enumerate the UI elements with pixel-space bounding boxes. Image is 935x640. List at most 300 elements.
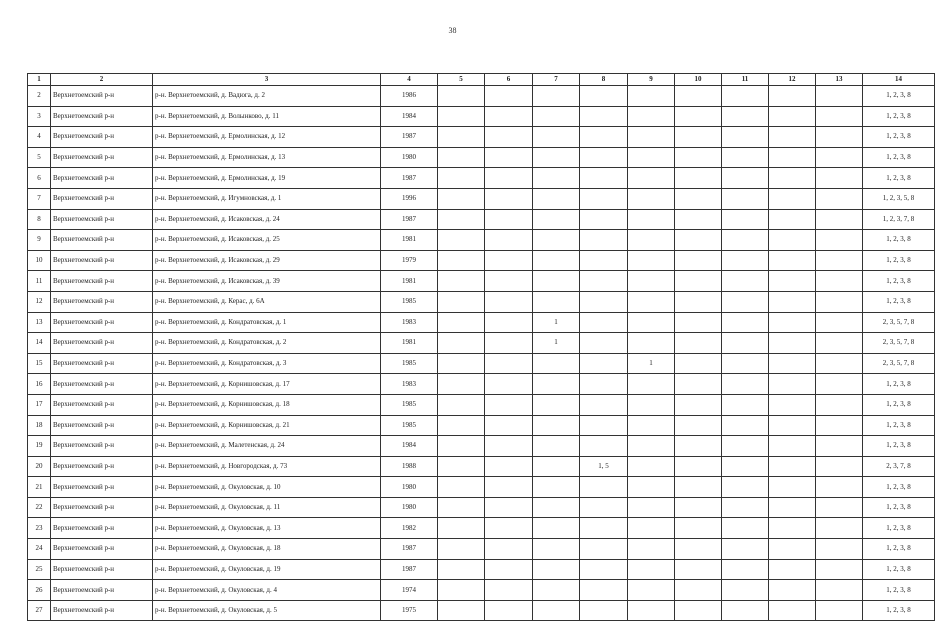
address-cell: р-н. Верхнетоемский, д. Окуловская, д. 10: [153, 477, 381, 498]
year-cell: 1983: [381, 312, 438, 333]
address-cell: р-н. Верхнетоемский, д. Окуловская, д. 19: [153, 559, 381, 580]
row-number-cell: 26: [28, 580, 51, 601]
col-14-cell: 1, 2, 3, 7, 8: [863, 209, 935, 230]
row-number-cell: 24: [28, 539, 51, 560]
col-12-cell: [769, 374, 816, 395]
col-6-cell: [485, 415, 533, 436]
col-11-cell: [722, 539, 769, 560]
header-row: [28, 74, 935, 86]
year-cell: 1987: [381, 209, 438, 230]
col-13-cell: [816, 168, 863, 189]
col-7-cell: [533, 291, 580, 312]
col-12-cell: [769, 250, 816, 271]
col-13-cell: [816, 250, 863, 271]
year-cell: 1996: [381, 188, 438, 209]
col-8-cell: [580, 271, 628, 292]
col-13-cell: [816, 394, 863, 415]
col-10-cell: [675, 353, 722, 374]
col-9-cell: [628, 168, 675, 189]
row-number-cell: 15: [28, 353, 51, 374]
col-8-cell: [580, 497, 628, 518]
col-6-cell: [485, 168, 533, 189]
col-10-cell: [675, 415, 722, 436]
col-7-cell: [533, 518, 580, 539]
col-8-cell: [580, 86, 628, 107]
table-row: [28, 188, 935, 209]
row-number-cell: 18: [28, 415, 51, 436]
col-11-cell: [722, 168, 769, 189]
column-header-7: 7: [533, 74, 580, 86]
year-cell: 1986: [381, 86, 438, 107]
col-9-cell: 1: [628, 353, 675, 374]
col-7-cell: [533, 147, 580, 168]
col-14-cell: 2, 3, 5, 7, 8: [863, 333, 935, 354]
col-8-cell: [580, 374, 628, 395]
address-cell: р-н. Верхнетоемский, д. Ермолинская, д. 12: [153, 127, 381, 148]
row-number-cell: 19: [28, 436, 51, 457]
district-cell: Верхнетоемский р-н: [51, 86, 153, 107]
col-6-cell: [485, 209, 533, 230]
col-5-cell: [438, 477, 485, 498]
col-7-cell: [533, 539, 580, 560]
row-number-cell: 11: [28, 271, 51, 292]
column-header-3: 3: [153, 74, 381, 86]
col-9-cell: [628, 559, 675, 580]
col-13-cell: [816, 600, 863, 621]
col-5-cell: [438, 415, 485, 436]
col-13-cell: [816, 106, 863, 127]
year-cell: 1988: [381, 456, 438, 477]
col-11-cell: [722, 436, 769, 457]
address-cell: р-н. Верхнетоемский, д. Корнишовская, д. 17: [153, 374, 381, 395]
col-8-cell: [580, 127, 628, 148]
col-11-cell: [722, 497, 769, 518]
col-13-cell: [816, 374, 863, 395]
table-row: [28, 497, 935, 518]
year-cell: 1985: [381, 394, 438, 415]
col-11-cell: [722, 477, 769, 498]
address-cell: р-н. Верхнетоемский, д. Малетенская, д. 24: [153, 436, 381, 457]
col-7-cell: [533, 127, 580, 148]
row-number-cell: 27: [28, 600, 51, 621]
district-cell: Верхнетоемский р-н: [51, 106, 153, 127]
column-header-11: 11: [722, 74, 769, 86]
col-14-cell: 2, 3, 7, 8: [863, 456, 935, 477]
col-9-cell: [628, 415, 675, 436]
col-8-cell: [580, 353, 628, 374]
col-8-cell: [580, 209, 628, 230]
col-14-cell: 2, 3, 5, 7, 8: [863, 353, 935, 374]
col-12-cell: [769, 147, 816, 168]
col-13-cell: [816, 291, 863, 312]
col-6-cell: [485, 497, 533, 518]
row-number-cell: 21: [28, 477, 51, 498]
row-number-cell: 12: [28, 291, 51, 312]
district-cell: Верхнетоемский р-н: [51, 230, 153, 251]
col-11-cell: [722, 147, 769, 168]
col-6-cell: [485, 127, 533, 148]
col-9-cell: [628, 456, 675, 477]
col-6-cell: [485, 106, 533, 127]
col-14-cell: 1, 2, 3, 5, 8: [863, 188, 935, 209]
district-cell: Верхнетоемский р-н: [51, 291, 153, 312]
year-cell: 1974: [381, 580, 438, 601]
col-7-cell: [533, 497, 580, 518]
col-9-cell: [628, 600, 675, 621]
col-6-cell: [485, 477, 533, 498]
col-7-cell: [533, 86, 580, 107]
col-7-cell: 1: [533, 333, 580, 354]
address-cell: р-н. Верхнетоемский, д. Новгородская, д. 73: [153, 456, 381, 477]
col-10-cell: [675, 333, 722, 354]
col-8-cell: [580, 250, 628, 271]
col-13-cell: [816, 456, 863, 477]
col-10-cell: [675, 394, 722, 415]
table-row: [28, 168, 935, 189]
col-11-cell: [722, 127, 769, 148]
address-cell: р-н. Верхнетоемский, д. Окуловская, д. 13: [153, 518, 381, 539]
col-8-cell: [580, 333, 628, 354]
col-8-cell: [580, 539, 628, 560]
col-10-cell: [675, 436, 722, 457]
col-5-cell: [438, 436, 485, 457]
col-7-cell: [533, 188, 580, 209]
col-10-cell: [675, 477, 722, 498]
col-14-cell: 1, 2, 3, 8: [863, 374, 935, 395]
col-10-cell: [675, 250, 722, 271]
col-14-cell: 1, 2, 3, 8: [863, 230, 935, 251]
col-14-cell: 1, 2, 3, 8: [863, 477, 935, 498]
district-cell: Верхнетоемский р-н: [51, 147, 153, 168]
col-12-cell: [769, 230, 816, 251]
column-header-1: 1: [28, 74, 51, 86]
district-cell: Верхнетоемский р-н: [51, 188, 153, 209]
col-12-cell: [769, 580, 816, 601]
col-11-cell: [722, 394, 769, 415]
col-9-cell: [628, 374, 675, 395]
table-row: [28, 477, 935, 498]
table-row: [28, 209, 935, 230]
year-cell: 1980: [381, 497, 438, 518]
col-7-cell: [533, 250, 580, 271]
col-5-cell: [438, 86, 485, 107]
col-14-cell: 1, 2, 3, 8: [863, 147, 935, 168]
year-cell: 1981: [381, 230, 438, 251]
year-cell: 1987: [381, 559, 438, 580]
col-14-cell: 1, 2, 3, 8: [863, 271, 935, 292]
address-cell: р-н. Верхнетоемский, д. Керас, д. 6А: [153, 291, 381, 312]
col-14-cell: 1, 2, 3, 8: [863, 436, 935, 457]
row-number-cell: 7: [28, 188, 51, 209]
col-14-cell: 1, 2, 3, 8: [863, 106, 935, 127]
col-10-cell: [675, 271, 722, 292]
table-row: [28, 580, 935, 601]
col-7-cell: [533, 477, 580, 498]
col-5-cell: [438, 291, 485, 312]
col-8-cell: [580, 291, 628, 312]
table-row: [28, 291, 935, 312]
table-row: [28, 333, 935, 354]
col-10-cell: [675, 168, 722, 189]
col-6-cell: [485, 456, 533, 477]
col-6-cell: [485, 250, 533, 271]
col-13-cell: [816, 415, 863, 436]
col-12-cell: [769, 518, 816, 539]
col-12-cell: [769, 559, 816, 580]
col-11-cell: [722, 188, 769, 209]
address-cell: р-н. Верхнетоемский, д. Окуловская, д. 5: [153, 600, 381, 621]
col-9-cell: [628, 86, 675, 107]
table-row: [28, 106, 935, 127]
col-11-cell: [722, 559, 769, 580]
col-7-cell: [533, 394, 580, 415]
col-12-cell: [769, 539, 816, 560]
row-number-cell: 20: [28, 456, 51, 477]
col-9-cell: [628, 497, 675, 518]
col-8-cell: [580, 230, 628, 251]
col-6-cell: [485, 436, 533, 457]
col-12-cell: [769, 456, 816, 477]
address-cell: р-н. Верхнетоемский, д. Корнишовская, д. 18: [153, 394, 381, 415]
col-9-cell: [628, 250, 675, 271]
col-7-cell: [533, 580, 580, 601]
col-9-cell: [628, 436, 675, 457]
col-6-cell: [485, 394, 533, 415]
address-cell: р-н. Верхнетоемский, д. Ермолинская, д. 13: [153, 147, 381, 168]
col-8-cell: [580, 394, 628, 415]
row-number-cell: 3: [28, 106, 51, 127]
col-11-cell: [722, 374, 769, 395]
year-cell: 1984: [381, 436, 438, 457]
col-7-cell: [533, 456, 580, 477]
col-9-cell: [628, 291, 675, 312]
col-7-cell: [533, 230, 580, 251]
col-6-cell: [485, 230, 533, 251]
col-9-cell: [628, 518, 675, 539]
district-cell: Верхнетоемский р-н: [51, 312, 153, 333]
col-10-cell: [675, 539, 722, 560]
col-10-cell: [675, 86, 722, 107]
col-14-cell: 1, 2, 3, 8: [863, 580, 935, 601]
address-cell: р-н. Верхнетоемский, д. Исаковская, д. 25: [153, 230, 381, 251]
col-8-cell: [580, 559, 628, 580]
col-5-cell: [438, 559, 485, 580]
col-7-cell: [533, 436, 580, 457]
col-8-cell: [580, 168, 628, 189]
column-header-10: 10: [675, 74, 722, 86]
col-11-cell: [722, 291, 769, 312]
row-number-cell: 23: [28, 518, 51, 539]
col-5-cell: [438, 580, 485, 601]
col-7-cell: [533, 106, 580, 127]
col-12-cell: [769, 312, 816, 333]
address-cell: р-н. Верхнетоемский, д. Игумновская, д. 1: [153, 188, 381, 209]
col-7-cell: 1: [533, 312, 580, 333]
col-9-cell: [628, 477, 675, 498]
table-row: [28, 312, 935, 333]
row-number-cell: 25: [28, 559, 51, 580]
district-cell: Верхнетоемский р-н: [51, 477, 153, 498]
col-11-cell: [722, 415, 769, 436]
col-11-cell: [722, 600, 769, 621]
row-number-cell: 16: [28, 374, 51, 395]
housing-registry-table: [27, 73, 935, 621]
col-9-cell: [628, 580, 675, 601]
col-10-cell: [675, 374, 722, 395]
col-6-cell: [485, 374, 533, 395]
col-13-cell: [816, 539, 863, 560]
row-number-cell: 9: [28, 230, 51, 251]
col-10-cell: [675, 106, 722, 127]
col-12-cell: [769, 86, 816, 107]
year-cell: 1981: [381, 333, 438, 354]
address-cell: р-н. Верхнетоемский, д. Кондратовская, д. 3: [153, 353, 381, 374]
district-cell: Верхнетоемский р-н: [51, 168, 153, 189]
row-number-cell: 8: [28, 209, 51, 230]
address-cell: р-н. Верхнетоемский, д. Исаковская, д. 24: [153, 209, 381, 230]
col-10-cell: [675, 580, 722, 601]
col-14-cell: 1, 2, 3, 8: [863, 539, 935, 560]
col-11-cell: [722, 230, 769, 251]
col-10-cell: [675, 291, 722, 312]
row-number-cell: 13: [28, 312, 51, 333]
col-5-cell: [438, 456, 485, 477]
address-cell: р-н. Верхнетоемский, д. Окуловская, д. 18: [153, 539, 381, 560]
col-5-cell: [438, 518, 485, 539]
column-header-4: 4: [381, 74, 438, 86]
col-13-cell: [816, 209, 863, 230]
col-6-cell: [485, 333, 533, 354]
address-cell: р-н. Верхнетоемский, д. Кондратовская, д. 2: [153, 333, 381, 354]
col-5-cell: [438, 106, 485, 127]
row-number-cell: 5: [28, 147, 51, 168]
col-5-cell: [438, 147, 485, 168]
col-10-cell: [675, 600, 722, 621]
col-13-cell: [816, 188, 863, 209]
col-14-cell: 1, 2, 3, 8: [863, 415, 935, 436]
table-row: [28, 539, 935, 560]
year-cell: 1982: [381, 518, 438, 539]
table-row: [28, 271, 935, 292]
col-11-cell: [722, 271, 769, 292]
col-8-cell: [580, 518, 628, 539]
col-13-cell: [816, 147, 863, 168]
col-9-cell: [628, 106, 675, 127]
col-14-cell: 1, 2, 3, 8: [863, 291, 935, 312]
col-12-cell: [769, 497, 816, 518]
column-header-9: 9: [628, 74, 675, 86]
col-11-cell: [722, 333, 769, 354]
col-9-cell: [628, 539, 675, 560]
col-12-cell: [769, 209, 816, 230]
col-6-cell: [485, 86, 533, 107]
col-7-cell: [533, 559, 580, 580]
col-6-cell: [485, 291, 533, 312]
row-number-cell: 2: [28, 86, 51, 107]
col-12-cell: [769, 188, 816, 209]
col-14-cell: 1, 2, 3, 8: [863, 168, 935, 189]
address-cell: р-н. Верхнетоемский, д. Исаковская, д. 39: [153, 271, 381, 292]
column-header-12: 12: [769, 74, 816, 86]
table-row: [28, 230, 935, 251]
column-header-14: 14: [863, 74, 935, 86]
col-6-cell: [485, 312, 533, 333]
row-number-cell: 17: [28, 394, 51, 415]
col-14-cell: 1, 2, 3, 8: [863, 497, 935, 518]
col-13-cell: [816, 580, 863, 601]
page-number: 38: [448, 26, 457, 35]
col-13-cell: [816, 333, 863, 354]
table-row: [28, 147, 935, 168]
address-cell: р-н. Верхнетоемский, д. Ермолинская, д. 19: [153, 168, 381, 189]
col-5-cell: [438, 333, 485, 354]
col-7-cell: [533, 168, 580, 189]
district-cell: Верхнетоемский р-н: [51, 271, 153, 292]
col-13-cell: [816, 127, 863, 148]
col-9-cell: [628, 147, 675, 168]
year-cell: 1980: [381, 477, 438, 498]
col-6-cell: [485, 580, 533, 601]
col-8-cell: [580, 312, 628, 333]
column-header-5: 5: [438, 74, 485, 86]
col-10-cell: [675, 518, 722, 539]
district-cell: Верхнетоемский р-н: [51, 580, 153, 601]
col-8-cell: [580, 600, 628, 621]
district-cell: Верхнетоемский р-н: [51, 127, 153, 148]
district-cell: Верхнетоемский р-н: [51, 559, 153, 580]
col-12-cell: [769, 127, 816, 148]
col-5-cell: [438, 497, 485, 518]
year-cell: 1987: [381, 168, 438, 189]
col-5-cell: [438, 539, 485, 560]
col-8-cell: [580, 106, 628, 127]
col-7-cell: [533, 209, 580, 230]
col-8-cell: [580, 436, 628, 457]
col-7-cell: [533, 415, 580, 436]
col-12-cell: [769, 353, 816, 374]
col-9-cell: [628, 394, 675, 415]
district-cell: Верхнетоемский р-н: [51, 353, 153, 374]
year-cell: 1987: [381, 539, 438, 560]
col-12-cell: [769, 394, 816, 415]
address-cell: р-н. Верхнетоемский, д. Кондратовская, д. 1: [153, 312, 381, 333]
district-cell: Верхнетоемский р-н: [51, 209, 153, 230]
col-13-cell: [816, 230, 863, 251]
col-14-cell: 1, 2, 3, 8: [863, 600, 935, 621]
col-13-cell: [816, 477, 863, 498]
table-body: [28, 86, 935, 621]
district-cell: Верхнетоемский р-н: [51, 250, 153, 271]
table-row: [28, 127, 935, 148]
table-row: [28, 374, 935, 395]
col-8-cell: 1, 5: [580, 456, 628, 477]
table-row: [28, 518, 935, 539]
col-12-cell: [769, 271, 816, 292]
col-14-cell: 1, 2, 3, 8: [863, 127, 935, 148]
col-7-cell: [533, 374, 580, 395]
col-5-cell: [438, 209, 485, 230]
table-row: [28, 559, 935, 580]
col-13-cell: [816, 312, 863, 333]
district-cell: Верхнетоемский р-н: [51, 456, 153, 477]
col-5-cell: [438, 168, 485, 189]
col-11-cell: [722, 106, 769, 127]
address-cell: р-н. Верхнетоемский, д. Исаковская, д. 29: [153, 250, 381, 271]
year-cell: 1985: [381, 415, 438, 436]
year-cell: 1983: [381, 374, 438, 395]
col-10-cell: [675, 209, 722, 230]
column-header-6: 6: [485, 74, 533, 86]
